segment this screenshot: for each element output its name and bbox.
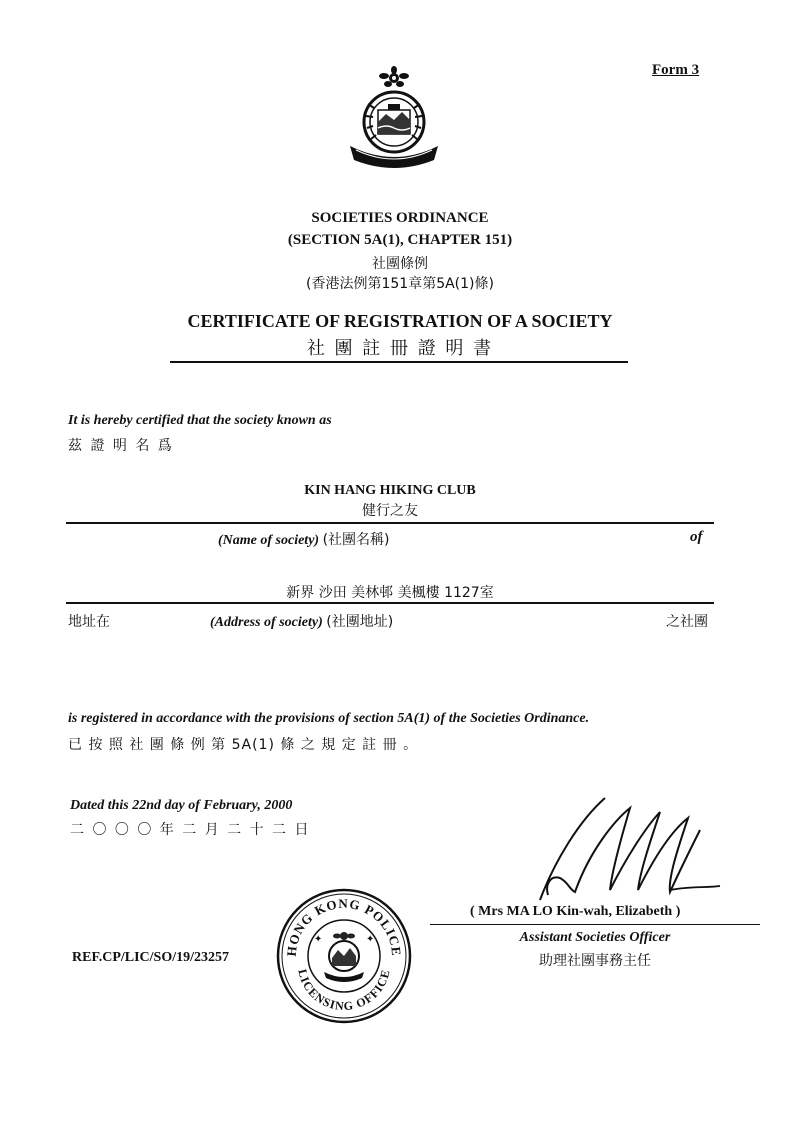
society-name-zh: 健行之友 [362,503,418,519]
dated-en: Dated this 22nd day of February, 2000 [70,798,293,813]
address-prefix-zh: 地址在 [68,614,110,630]
society-name-en: KIN HANG HIKING CLUB [304,483,476,498]
title-underline [170,361,628,363]
address-line [66,602,714,604]
hong-kong-police-emblem-icon [344,64,444,169]
police-licensing-office-seal-icon [274,886,414,1026]
address-suffix-zh: 之社團 [666,614,708,630]
name-caption [218,529,390,549]
form-number: Form 3 [652,62,700,78]
certify-statement-zh: 茲 證 明 名 爲 [68,438,174,454]
society-address: 新界 沙田 美林邨 美楓樓 1127室 [286,585,494,601]
svg-text:LICENSING OFFICE: LICENSING OFFICE [295,967,393,1014]
ordinance-section-zh: (香港法例第151章第5A(1)條) [306,276,494,292]
svg-text:✦: ✦ [366,934,375,945]
name-caption-en: (Name of society) [218,533,320,548]
officer-title-en: Assistant Societies Officer [519,930,671,945]
ordinance-title-zh: 社團條例 [372,256,428,272]
certificate-title-zh: 社 團 註 冊 證 明 書 [306,338,494,359]
registered-statement-zh: 已 按 照 社 團 條 例 第 5A(1) 條 之 規 定 註 冊 。 [68,737,419,753]
reference-number: REF.CP/LIC/SO/19/23257 [72,950,230,965]
name-line [66,522,714,524]
svg-text:✦: ✦ [314,934,323,945]
address-caption-en: (Address of society) [210,615,323,630]
address-caption [210,611,393,631]
officer-title-zh: 助理社團事務主任 [539,953,651,969]
name-caption-zh: (社團名稱) [322,532,390,548]
address-caption-zh: (社團地址) [326,614,394,630]
certificate-title-en: CERTIFICATE OF REGISTRATION OF A SOCIETY [187,311,613,331]
officer-name: ( Mrs MA LO Kin-wah, Elizabeth ) [470,904,681,919]
svg-text:HONG KONG POLICE: HONG KONG POLICE [283,895,405,958]
signature-line [430,924,760,925]
registered-statement-en: is registered in accordance with the provisions of section 5A(1) of the Societies Ordinance. [68,711,590,726]
certify-statement-en: It is hereby certified that the society known as [68,413,332,428]
ordinance-title-en: SOCIETIES ORDINANCE [311,210,489,226]
officer-signature-icon [530,790,750,910]
ordinance-section-en: (SECTION 5A(1), CHAPTER 151) [287,232,513,248]
dated-zh: 二 〇 〇 〇 年 二 月 二 十 二 日 [70,822,311,838]
of-label: of [690,529,703,545]
